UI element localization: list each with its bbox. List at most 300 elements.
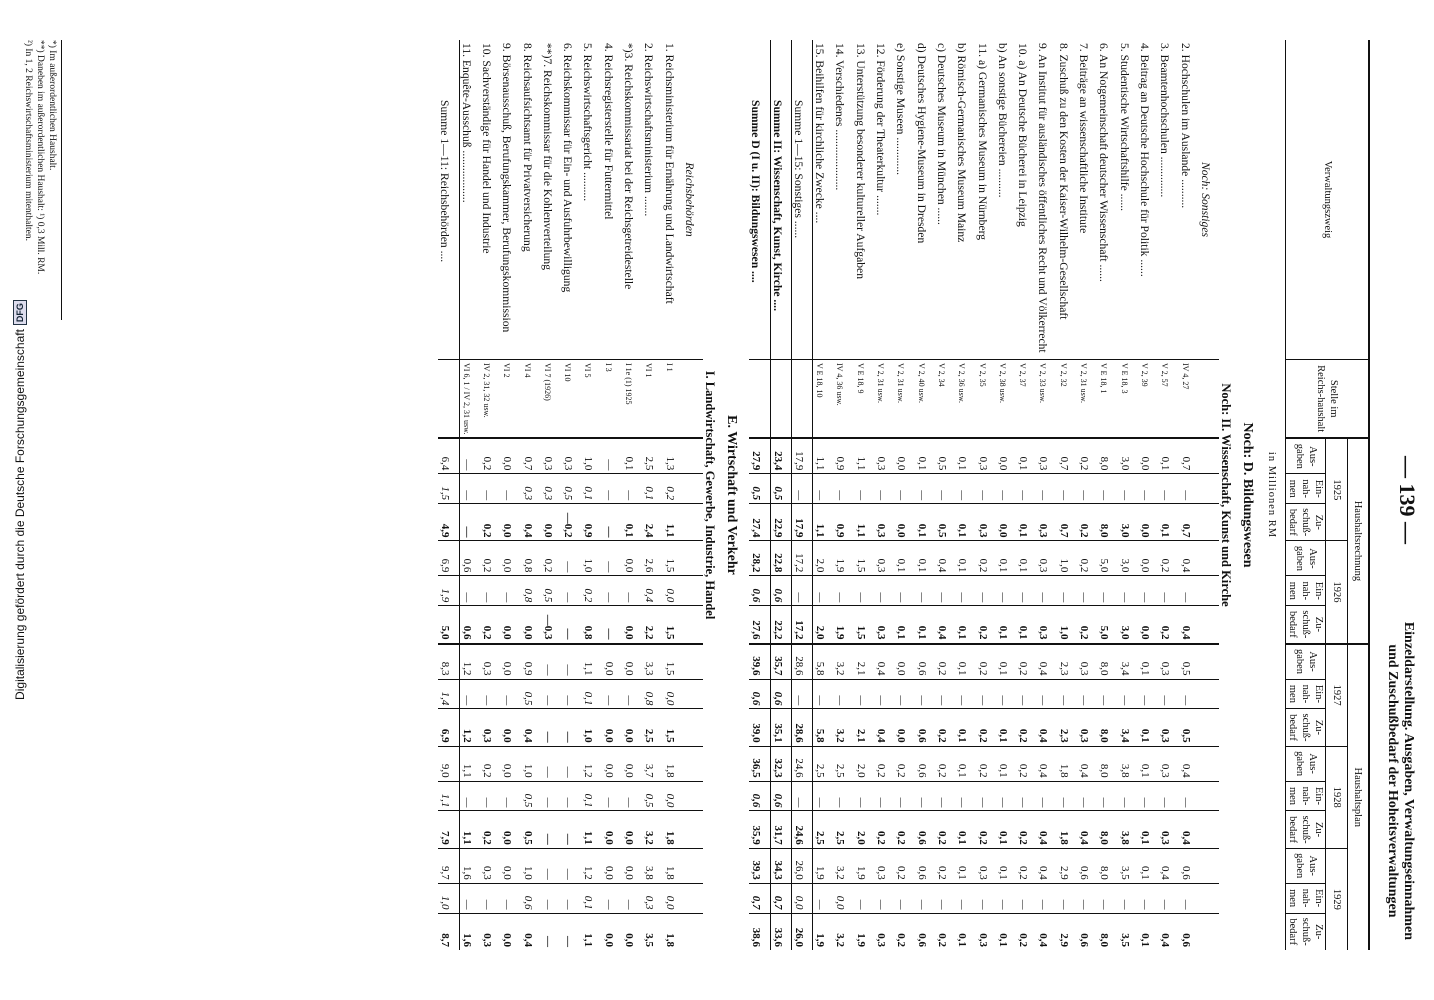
budget-ref: V 2, 57 (1158, 360, 1178, 439)
value-cell: — (602, 474, 622, 504)
value-cell: — (833, 781, 853, 811)
value-cell: 0,2 (1016, 811, 1036, 848)
table-row (955, 40, 975, 950)
budget-ref: V 2, 31 usw. (874, 360, 894, 439)
value-cell (683, 576, 703, 606)
table-row (874, 40, 894, 950)
budget-ref: V 2, 33 usw. (1036, 360, 1056, 439)
value-cell: 0,9 (833, 438, 853, 473)
value-cell: 0,0 (663, 679, 683, 709)
value-cell: — (1057, 679, 1077, 709)
budget-ref: V 2, 31 usw. (1077, 360, 1097, 439)
value-cell: 0,4 (1036, 913, 1056, 950)
value-cell: 1,2 (582, 848, 602, 883)
value-cell: — (874, 474, 894, 504)
value-cell: 2,0 (813, 541, 834, 576)
value-cell: 0,0 (894, 644, 914, 679)
value-cell: 0,0 (521, 606, 541, 644)
row-label: 12. Förderung der Theaterkultur ....... (874, 43, 888, 216)
value-cell: 0,3 (976, 913, 996, 950)
value-cell: 0,1 (582, 679, 602, 709)
table-row (854, 40, 874, 950)
value-cell: 0,3 (976, 848, 996, 883)
value-cell: 0,2 (935, 746, 955, 781)
value-cell: — (894, 883, 914, 913)
value-cell: 1,0 (438, 883, 459, 913)
value-cell: — (1016, 474, 1036, 504)
value-cell: 0,8 (521, 576, 541, 606)
value-cell: 0,4 (1077, 811, 1097, 848)
value-cell: 0,0 (622, 811, 642, 848)
table-row (642, 40, 662, 950)
sub-header: Aus-gaben (1286, 746, 1326, 781)
year-header: 1926 (1326, 541, 1347, 644)
value-cell: 0,3 (480, 913, 500, 950)
value-cell: 0,1 (915, 504, 935, 541)
value-cell: 0,1 (1138, 811, 1158, 848)
col-header-rechnung: Haushaltsrechnung (1347, 438, 1369, 643)
value-cell: 0,2 (582, 576, 602, 606)
value-cell: — (602, 504, 622, 541)
value-cell: 38,6 (749, 913, 770, 950)
value-cell: — (561, 541, 581, 576)
value-cell: — (1077, 781, 1097, 811)
value-cell: 3,5 (642, 913, 662, 950)
value-cell: — (935, 576, 955, 606)
value-cell: — (480, 576, 500, 606)
value-cell: 0,2 (1016, 644, 1036, 679)
value-cell: — (1118, 883, 1138, 913)
footnote: ²) In 1, 2 Reichswirtschaftsministerium mitenthalten. (23, 40, 33, 241)
value-cell: 0,2 (1077, 504, 1097, 541)
value-cell: 0,1 (915, 438, 935, 473)
value-cell: 1,5 (663, 709, 683, 746)
value-cell: 0,4 (935, 541, 955, 576)
value-cell: 28,6 (791, 709, 812, 746)
value-cell: 0,1 (996, 644, 1016, 679)
value-cell: 0,1 (915, 541, 935, 576)
value-cell: 0,4 (1158, 913, 1178, 950)
value-cell: — (1097, 883, 1117, 913)
section-heading-text: Noch: D. Bildungswesen (1240, 422, 1256, 568)
value-cell: — (541, 883, 561, 913)
value-cell: 0,3 (1036, 438, 1056, 473)
value-cell: 0,2 (874, 811, 894, 848)
budget-ref: V E 18, 1 (1097, 360, 1117, 439)
value-cell: 0,5 (561, 474, 581, 504)
value-cell: 0,3 (1158, 811, 1178, 848)
value-cell: 0,6 (749, 576, 770, 606)
value-cell: — (622, 781, 642, 811)
value-cell (683, 883, 703, 913)
value-cell: 0,9 (521, 644, 541, 679)
value-cell: 17,2 (791, 541, 812, 576)
table-row (1016, 40, 1036, 950)
value-cell: — (459, 883, 480, 913)
value-cell: — (541, 644, 561, 679)
value-cell: — (459, 504, 480, 541)
value-cell: 2,0 (854, 746, 874, 781)
value-cell: — (915, 576, 935, 606)
value-cell: 2,9 (1057, 848, 1077, 883)
value-cell: — (996, 781, 1016, 811)
value-cell: 27,4 (749, 504, 770, 541)
value-cell: 1,2 (582, 746, 602, 781)
value-cell: 32,3 (770, 746, 791, 781)
value-cell: — (480, 883, 500, 913)
budget-ref (1199, 360, 1219, 439)
value-cell: 0,3 (480, 848, 500, 883)
value-cell: 0,2 (480, 811, 500, 848)
value-cell (1199, 679, 1219, 709)
value-cell: 0,3 (541, 438, 561, 473)
value-cell: 39,0 (749, 709, 770, 746)
value-cell: — (622, 883, 642, 913)
value-cell: — (976, 679, 996, 709)
footnote: **) Daneben im außerordentlichen Haushalt: ¹) 0,3 Mill. RM. (35, 40, 45, 275)
value-cell: 3,2 (833, 709, 853, 746)
value-cell: 0,0 (500, 606, 520, 644)
value-cell: 2,9 (1057, 913, 1077, 950)
value-cell: 0,2 (976, 644, 996, 679)
sum-row (438, 40, 459, 950)
value-cell: 3,4 (1118, 709, 1138, 746)
row-label: *)3. Reichskommissariat bei der Reichsgetreidestelle (622, 43, 636, 290)
value-cell: 5,0 (1097, 541, 1117, 576)
value-cell: — (955, 576, 975, 606)
value-cell: 0,1 (1138, 913, 1158, 950)
value-cell: — (996, 883, 1016, 913)
sub-header: Ein-nah-men (1286, 576, 1326, 606)
value-cell: — (955, 883, 975, 913)
value-cell: 0,6 (1077, 848, 1097, 883)
value-cell: 5,8 (813, 644, 834, 679)
value-cell: — (1118, 576, 1138, 606)
row-label: 9. Börsenausschuß, Berufungskammer, Berufungskommission (500, 43, 514, 333)
unit-label: in Millionen RM (1266, 451, 1278, 539)
value-cell: — (541, 781, 561, 811)
value-cell (1199, 438, 1219, 473)
value-cell: — (500, 679, 520, 709)
value-cell (683, 811, 703, 848)
value-cell: 9,0 (438, 746, 459, 781)
value-cell: — (996, 576, 1016, 606)
value-cell: 0,0 (894, 709, 914, 746)
value-cell: 0,7 (1179, 504, 1199, 541)
value-cell: 0,5 (541, 576, 561, 606)
row-label: 10. a) An Deutsche Bücherei in Leipzig (1016, 43, 1030, 227)
value-cell (683, 781, 703, 811)
value-cell: 0,4 (874, 709, 894, 746)
value-cell: 0,4 (1158, 848, 1178, 883)
value-cell: — (1057, 576, 1077, 606)
row-label: 6. Reichskommissar für Ein- und Ausfuhrbewilligung (561, 43, 575, 293)
value-cell: 0,0 (663, 781, 683, 811)
value-cell: 23,4 (770, 438, 791, 473)
value-cell: 0,4 (1036, 746, 1056, 781)
value-cell: — (1077, 576, 1097, 606)
value-cell: — (915, 679, 935, 709)
sub-header: Aus-gaben (1286, 644, 1326, 679)
value-cell: —0,2 (561, 504, 581, 541)
value-cell: 0,5 (1179, 709, 1199, 746)
value-cell: 0,2 (894, 811, 914, 848)
value-cell: 1,1 (813, 504, 834, 541)
budget-ref: IV 4, 36 usw. (833, 360, 853, 439)
value-cell: — (541, 746, 561, 781)
value-cell: — (1097, 679, 1117, 709)
value-cell: 0,0 (622, 606, 642, 644)
value-cell: 2,5 (642, 438, 662, 473)
value-cell: 39,6 (749, 644, 770, 679)
value-cell: 8,0 (1097, 504, 1117, 541)
value-cell: — (602, 576, 622, 606)
value-cell: 0,3 (1077, 709, 1097, 746)
budget-ref: V 2, 37 (1016, 360, 1036, 439)
value-cell: 0,3 (541, 474, 561, 504)
budget-ref: V 2, 32 (1057, 360, 1077, 439)
row-label: 9. An Institut für ausländisches öffentliches Recht und Völkerrecht (1036, 43, 1050, 353)
value-cell: 0,5 (770, 474, 791, 504)
value-cell: 0,1 (1138, 746, 1158, 781)
value-cell: 0,0 (622, 644, 642, 679)
value-cell: 0,4 (521, 913, 541, 950)
value-cell: 1,6 (459, 913, 480, 950)
value-cell: 1,8 (663, 913, 683, 950)
value-cell: 1,0 (582, 709, 602, 746)
budget-ref: V 2, 39 (1138, 360, 1158, 439)
value-cell: 0,6 (915, 746, 935, 781)
value-cell: 3,2 (833, 848, 853, 883)
value-cell (1199, 913, 1219, 950)
value-cell: 3,0 (1118, 438, 1138, 473)
row-label: 2. Reichswirtschaftsministerium ....... (642, 43, 656, 217)
value-cell: 6,9 (438, 541, 459, 576)
value-cell: 36,5 (749, 746, 770, 781)
value-cell: 1,1 (663, 504, 683, 541)
value-cell: 3,5 (1118, 848, 1138, 883)
row-label: 2. Hochschulen im Auslande .......... (1178, 43, 1192, 209)
value-cell: 1,9 (833, 541, 853, 576)
value-cell: 0,1 (1138, 709, 1158, 746)
sub-header: Zu-schuß-bedarf (1286, 811, 1326, 848)
budget-ref (791, 360, 812, 439)
value-cell: 0,2 (894, 848, 914, 883)
table-row (1158, 40, 1178, 950)
value-cell: 0,1 (1016, 606, 1036, 644)
table-row (1138, 40, 1158, 950)
value-cell (1199, 709, 1219, 746)
sum-row (791, 40, 812, 950)
value-cell: 0,1 (996, 811, 1016, 848)
value-cell: 0,5 (749, 474, 770, 504)
value-cell: 1,5 (854, 606, 874, 644)
table-row (894, 40, 914, 950)
row-label: 14. Verschiedenes ..................... (833, 43, 847, 191)
table-row (833, 40, 853, 950)
value-cell: — (791, 474, 812, 504)
value-cell: 0,0 (500, 541, 520, 576)
value-cell: 0,0 (500, 811, 520, 848)
value-cell: 2,3 (1057, 644, 1077, 679)
value-cell: — (561, 679, 581, 709)
value-cell: — (602, 883, 622, 913)
value-cell: 2,5 (813, 746, 834, 781)
value-cell: — (854, 474, 874, 504)
sub-header: Ein-nah-men (1286, 781, 1326, 811)
value-cell: 0,2 (480, 504, 500, 541)
budget-ref (749, 360, 770, 439)
value-cell: 0,0 (500, 746, 520, 781)
value-cell: 0,1 (894, 606, 914, 644)
value-cell: 0,4 (874, 644, 894, 679)
value-cell: 0,2 (480, 606, 500, 644)
value-cell: — (854, 883, 874, 913)
budget-ref (438, 360, 459, 439)
value-cell: — (561, 883, 581, 913)
value-cell: — (480, 781, 500, 811)
value-cell: 0,1 (955, 504, 975, 541)
value-cell: 0,3 (1158, 746, 1178, 781)
value-cell: — (1179, 576, 1199, 606)
value-cell: 2,6 (642, 541, 662, 576)
value-cell: 17,9 (791, 504, 812, 541)
row-label: 8. Zuschuß zu den Kosten der Kaiser-Wilhelm-Gesellschaft (1056, 43, 1070, 320)
row-label: Noch: Sonstiges (1198, 161, 1212, 238)
value-cell: 8,0 (1097, 811, 1117, 848)
table-row (1057, 40, 1077, 950)
value-cell: — (996, 474, 1016, 504)
value-cell: — (935, 883, 955, 913)
section-heading (725, 40, 749, 950)
value-cell: 3,0 (1118, 541, 1138, 576)
value-cell: 3,2 (833, 644, 853, 679)
value-cell: 1,0 (1057, 541, 1077, 576)
section-heading (1241, 40, 1265, 950)
value-cell: 7,9 (438, 811, 459, 848)
value-cell: 2,4 (642, 504, 662, 541)
value-cell: 35,1 (770, 709, 791, 746)
value-cell: — (1118, 781, 1138, 811)
value-cell: — (1036, 883, 1056, 913)
value-cell (1199, 883, 1219, 913)
sub-header: Ein-nah-men (1286, 474, 1326, 504)
value-cell: — (500, 474, 520, 504)
value-cell: 0,4 (1179, 746, 1199, 781)
value-cell: 24,6 (791, 746, 812, 781)
value-cell: 0,5 (935, 504, 955, 541)
value-cell: — (459, 474, 480, 504)
col-header-verwaltungszweig: Verwaltungszweig (1286, 40, 1369, 360)
value-cell: 0,0 (1138, 541, 1158, 576)
value-cell: 8,0 (1097, 644, 1117, 679)
value-cell: — (813, 883, 834, 913)
value-cell: — (976, 474, 996, 504)
value-cell: — (1057, 474, 1077, 504)
value-cell: — (541, 811, 561, 848)
value-cell: 2,5 (813, 811, 834, 848)
value-cell: — (833, 576, 853, 606)
value-cell: 1,0 (1057, 606, 1077, 644)
value-cell: 0,1 (955, 606, 975, 644)
value-cell: 26,0 (791, 848, 812, 883)
value-cell: 0,6 (1179, 913, 1199, 950)
table-row (602, 40, 622, 950)
value-cell (1199, 781, 1219, 811)
value-cell: 0,6 (770, 576, 791, 606)
value-cell: 0,4 (642, 576, 662, 606)
value-cell: 1,1 (813, 438, 834, 473)
budget-ref: V 2, 31 usw. (894, 360, 914, 439)
value-cell: 3,8 (1118, 746, 1138, 781)
value-cell: 0,3 (480, 709, 500, 746)
value-cell: 0,2 (1016, 848, 1036, 883)
value-cell: 0,8 (521, 541, 541, 576)
year-header: 1929 (1326, 848, 1347, 950)
value-cell: 2,5 (833, 811, 853, 848)
value-cell: 0,1 (1016, 541, 1036, 576)
value-cell (1199, 746, 1219, 781)
value-cell: — (1016, 576, 1036, 606)
value-cell (1199, 606, 1219, 644)
value-cell: 0,1 (642, 474, 662, 504)
value-cell: 0,0 (602, 746, 622, 781)
budget-ref: VI 6, 1 / IV 2, 31 usw. (459, 360, 480, 439)
value-cell: 8,0 (1097, 746, 1117, 781)
value-cell: 5,0 (438, 606, 459, 644)
value-cell: 1,1 (582, 811, 602, 848)
sub-header: Ein-nah-men (1286, 883, 1326, 913)
value-cell: 0,1 (1016, 504, 1036, 541)
budget-ref: I 3 (602, 360, 622, 439)
value-cell: — (1016, 883, 1036, 913)
value-cell: — (874, 679, 894, 709)
value-cell: 0,2 (874, 746, 894, 781)
value-cell: 1,8 (663, 848, 683, 883)
value-cell: 0,1 (1158, 504, 1178, 541)
value-cell: 1,2 (459, 709, 480, 746)
value-cell: 0,0 (622, 709, 642, 746)
value-cell: 0,2 (1158, 541, 1178, 576)
subsection-heading (703, 40, 725, 950)
value-cell: 0,1 (894, 541, 914, 576)
row-label: 4. Reichsregisterstelle für Futtermittel (601, 43, 615, 220)
value-cell: — (459, 679, 480, 709)
value-cell: 0,2 (894, 913, 914, 950)
value-cell: 0,4 (1036, 709, 1056, 746)
value-cell: 0,3 (976, 504, 996, 541)
value-cell: 8,0 (1097, 913, 1117, 950)
value-cell: 0,0 (1138, 504, 1158, 541)
value-cell: 0,0 (663, 576, 683, 606)
value-cell: — (1016, 679, 1036, 709)
value-cell: 0,5 (642, 781, 662, 811)
value-cell: 0,1 (582, 474, 602, 504)
value-cell: 0,6 (915, 709, 935, 746)
value-cell: 0,0 (622, 746, 642, 781)
value-cell: — (813, 474, 834, 504)
value-cell: 0,2 (976, 541, 996, 576)
value-cell: 0,2 (1158, 606, 1178, 644)
value-cell: 0,6 (770, 679, 791, 709)
value-cell: — (480, 474, 500, 504)
value-cell: — (1158, 679, 1178, 709)
budget-ref: V E 18, 10 (813, 360, 834, 439)
value-cell: 0,6 (459, 541, 480, 576)
value-cell: 28,6 (791, 644, 812, 679)
value-cell: 0,3 (1036, 606, 1056, 644)
value-cell: — (955, 781, 975, 811)
